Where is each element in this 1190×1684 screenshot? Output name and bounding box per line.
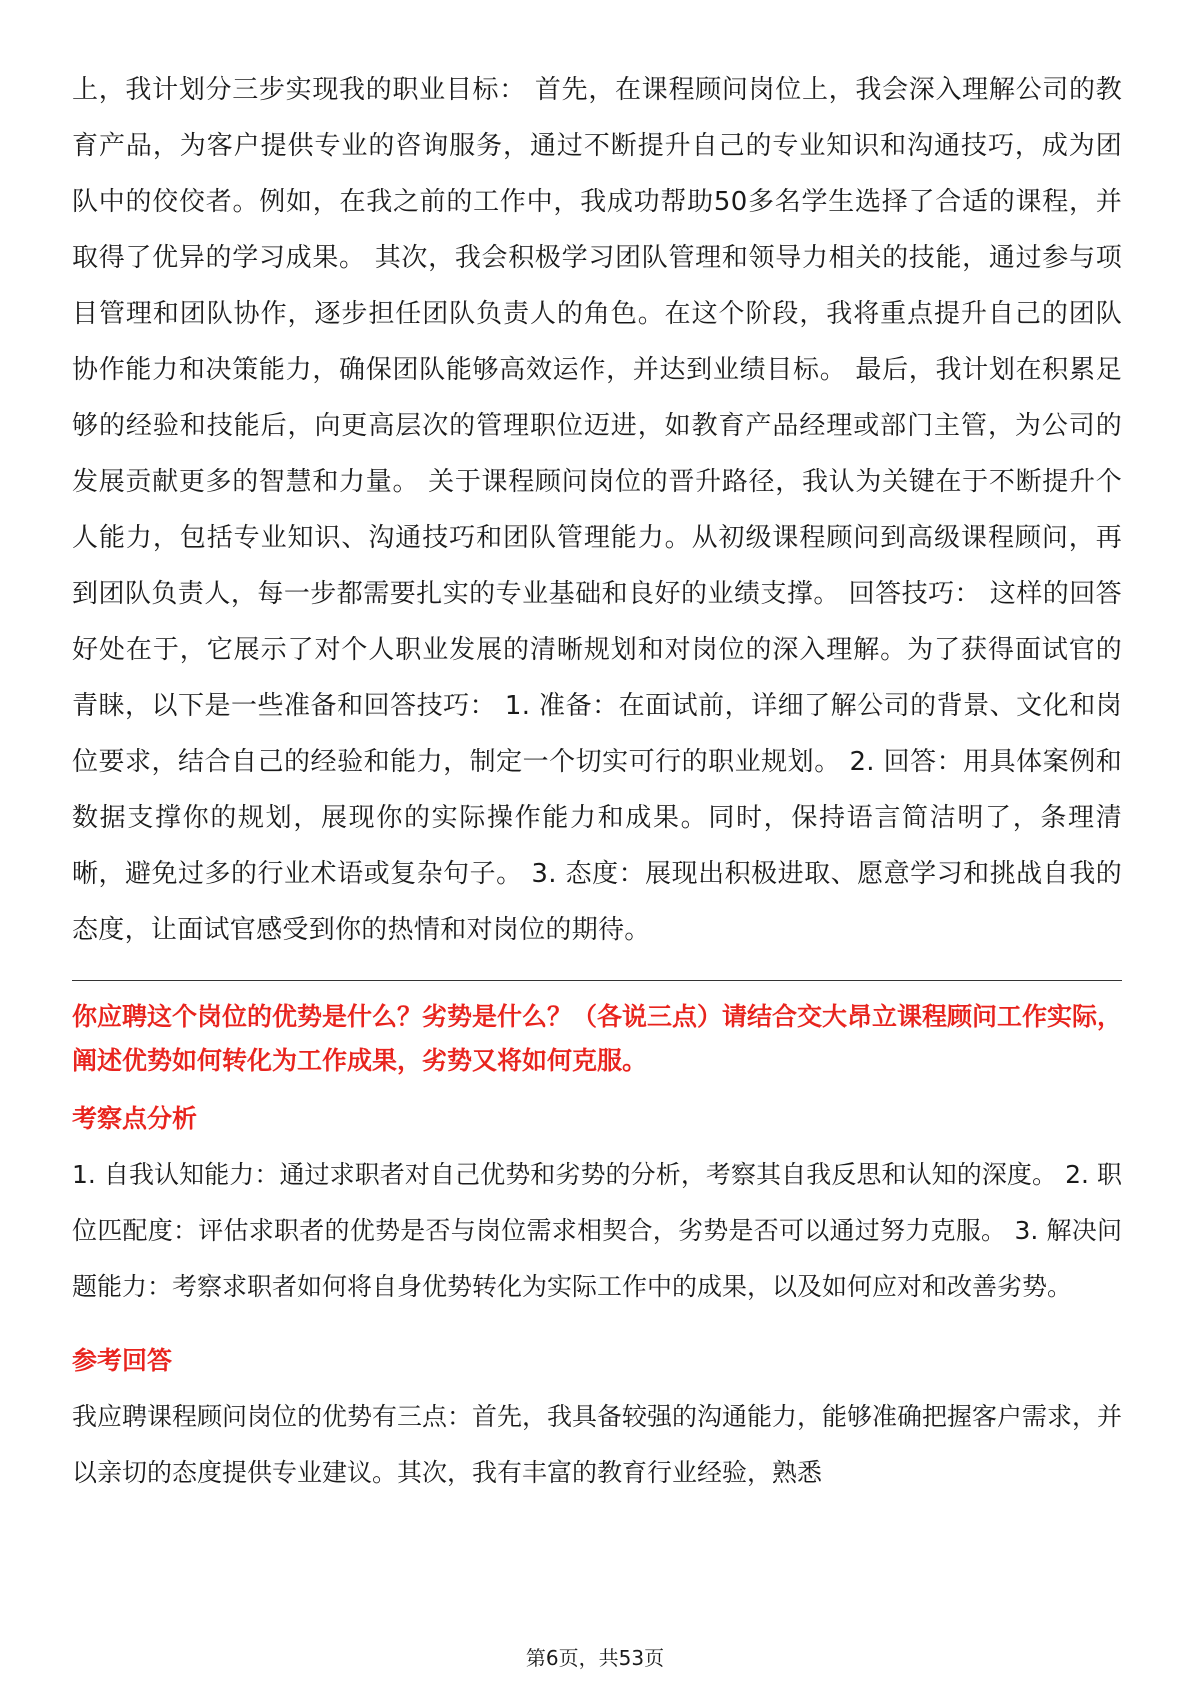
section-divider	[72, 980, 1122, 981]
analysis-body: 1. 自我认知能力：通过求职者对自己优势和劣势的分析，考察其自我反思和认知的深度。 2. 职位匹配度：评估求职者的优势是否与岗位需求相契合，劣势是否可以通过努力克服。 3. 解决问题能力：考察求职者如何将自身优势转化为实际工作中的成果，以及如何应对和改善劣势。	[72, 1160, 1122, 1301]
answer-paragraph: 上，我计划分三步实现我的职业目标： 首先，在课程顾问岗位上，我会深入理解公司的教育产品，为客户提供专业的咨询服务，通过不断提升自己的专业知识和沟通技巧，成为团队中的佼佼者。例如，在我之前的工作中，我成功帮助50多名学生选择了合适的课程，并取得了优异的学习成果。 其次，我会积极学习团队管理和领导力相关的技能，通过参与项目管理和团队协作，逐步担任团队负责人的角色。在这个阶段，我将重点提升自己的团队协作能力和决策能力，确保团队能够高效运作，并达到业绩目标。 最后，我计划在积累足够的经验和技能后，向更高层次的管理职位迈进，如教育产品经理或部门主管，为公司的发展贡献更多的智慧和力量。 关于课程顾问岗位的晋升路径，我认为关键在于不断提升个人能力，包括专业知识、沟通技巧和团队管理能力。从初级课程顾问到高级课程顾问，再到团队负责人，每一步都需要扎实的专业基础和良好的业绩支撑。 回答技巧： 这样的回答好处在于，它展示了对个人职业发展的清晰规划和对岗位的深入理解。为了获得面试官的青睐，以下是一些准备和回答技巧： 1. 准备：在面试前，详细了解公司的背景、文化和岗位要求，结合自己的经验和能力，制定一个切实可行的职业规划。 2. 回答：用具体案例和数据支撑你的规划，展现你的实际操作能力和成果。同时，保持语言简洁明了，条理清晰，避免过多的行业术语或复杂句子。 3. 态度：展现出积极进取、愿意学习和挑战自我的态度，让面试官感受到你的热情和对岗位的期待。	[72, 75, 1122, 945]
reference-heading: 参考回答	[72, 1346, 173, 1375]
interview-question: 你应聘这个岗位的优势是什么？劣势是什么？（各说三点）请结合交大昂立课程顾问工作实际，阐述优势如何转化为工作成果，劣势又将如何克服。	[72, 1002, 1123, 1075]
analysis-heading: 考察点分析	[72, 1104, 198, 1133]
page-footer: 第6页，共53页	[525, 1646, 665, 1670]
reference-body: 我应聘课程顾问岗位的优势有三点：首先，我具备较强的沟通能力，能够准确把握客户需求，并以亲切的态度提供专业建议。其次，我有丰富的教育行业经验，熟悉	[72, 1402, 1123, 1487]
page-content	[72, 62, 1122, 1501]
